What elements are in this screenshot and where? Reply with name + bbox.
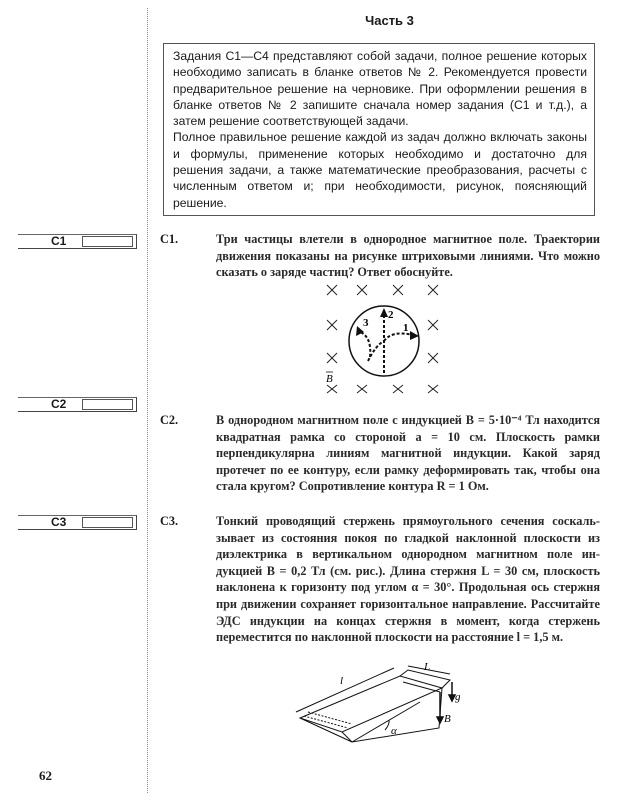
task-text: Три частицы влетели в однородное магнитное поле. Траектории движения показаны на рисунке штриховыми линиями. Что можно сказать о заряде частиц? Ответ обоснуйте.	[216, 232, 600, 280]
field-cross	[393, 385, 403, 393]
field-cross	[327, 385, 337, 393]
incline-top-face	[300, 676, 442, 732]
track-label-2: 2	[388, 309, 394, 321]
part-title: Часть 3	[365, 13, 414, 28]
field-cross	[393, 285, 403, 295]
field-label: B	[444, 713, 451, 725]
answer-label-text: C3	[51, 515, 67, 529]
path-length-line	[296, 668, 394, 712]
field-crosses	[327, 285, 438, 393]
gravity-label: g	[455, 691, 461, 703]
field-cross	[357, 385, 367, 393]
instructions-box	[163, 43, 595, 216]
incline-back-edge	[352, 702, 420, 742]
field-cross	[428, 320, 438, 330]
task-number: С3.	[160, 514, 179, 528]
answer-label-c2	[18, 397, 137, 412]
field-cross	[327, 285, 337, 295]
field-cross	[327, 320, 337, 330]
rod-bottom-position	[304, 712, 352, 728]
arrow-track-2	[380, 308, 388, 317]
path-length-label: l	[340, 675, 344, 687]
answer-label-c1	[18, 234, 137, 249]
instructions-paragraph-2: Полное правильное решение каждой из задач должно включать законы и формулы, применение которых необходимо и достаточно для решения задачи, а также математические преобразования, расчеты с численным ответом и; при необходимости, рисунок, поясняющий решение.	[173, 130, 587, 210]
figure-magnetic-field	[300, 275, 470, 395]
page-number: 62	[39, 768, 52, 783]
rod-length-label: L	[424, 662, 431, 673]
track-label-1: 1	[403, 322, 409, 334]
task-number: С1.	[160, 232, 179, 246]
field-vector-label: B	[326, 373, 333, 385]
field-cross	[327, 353, 337, 363]
figure-inclined-plane	[290, 662, 470, 752]
answer-box	[82, 236, 133, 247]
rod-front	[403, 682, 440, 692]
task-c1	[160, 231, 600, 281]
answer-box	[82, 517, 133, 528]
answer-label-c3	[18, 515, 137, 530]
task-number: С2.	[160, 413, 179, 427]
angle-label: α	[391, 725, 397, 737]
answer-label-text: C1	[51, 234, 67, 248]
track-3	[360, 332, 384, 361]
field-cross	[428, 285, 438, 295]
instructions-paragraph-1: Задания С1—С4 представляют собой задачи, полное решение которых необходимо записать в бланке ответов № 2. Рекомендуется провести предварительное решение на черновике. При оформлении решения в бланке ответов № 2 запишите сначала номер задания (С1 и т.д.), а затем решение соответствующей задачи.	[173, 49, 587, 129]
answer-box	[82, 399, 133, 410]
field-cross	[428, 353, 438, 363]
task-text: В однородном магнитном поле с индукцией B = 5·10⁻⁴ Тл находится квадратная рамка со стороной a = 10 см. Плоскость рамки перпендикулярна линиям магнитной индукции. Какой заряд протечет по ее контуру, если рамку деформировать так, чтобы она стала кругом? Сопротивление контура R = 1 Ом.	[216, 413, 600, 494]
track-1	[384, 333, 413, 341]
task-c3	[160, 513, 600, 646]
margin-rule	[147, 8, 148, 793]
track-label-3: 3	[363, 317, 369, 329]
field-cross	[357, 285, 367, 295]
task-c2	[160, 412, 600, 495]
answer-label-text: C2	[51, 397, 67, 411]
field-cross	[428, 385, 438, 393]
task-text: Тонкий проводящий стержень прямоугольного сечения соскальзывает из состояния покоя по гладкой наклонной плоскости из диэлектрика в вертикальном однородном магнитном поле индукцией B = 0,2 Тл (см. рис.). Длина стержня L = 30 см, плоскость наклонена к горизонту под углом α = 30°. Продольная ось стержня при движении сохраняет горизонтальное направление. Рассчитайте ЭДС индукции на концах стержня в момент, когда стержень переместится по наклонной плоскости на расстояние l = 1,5 м.	[216, 514, 600, 645]
